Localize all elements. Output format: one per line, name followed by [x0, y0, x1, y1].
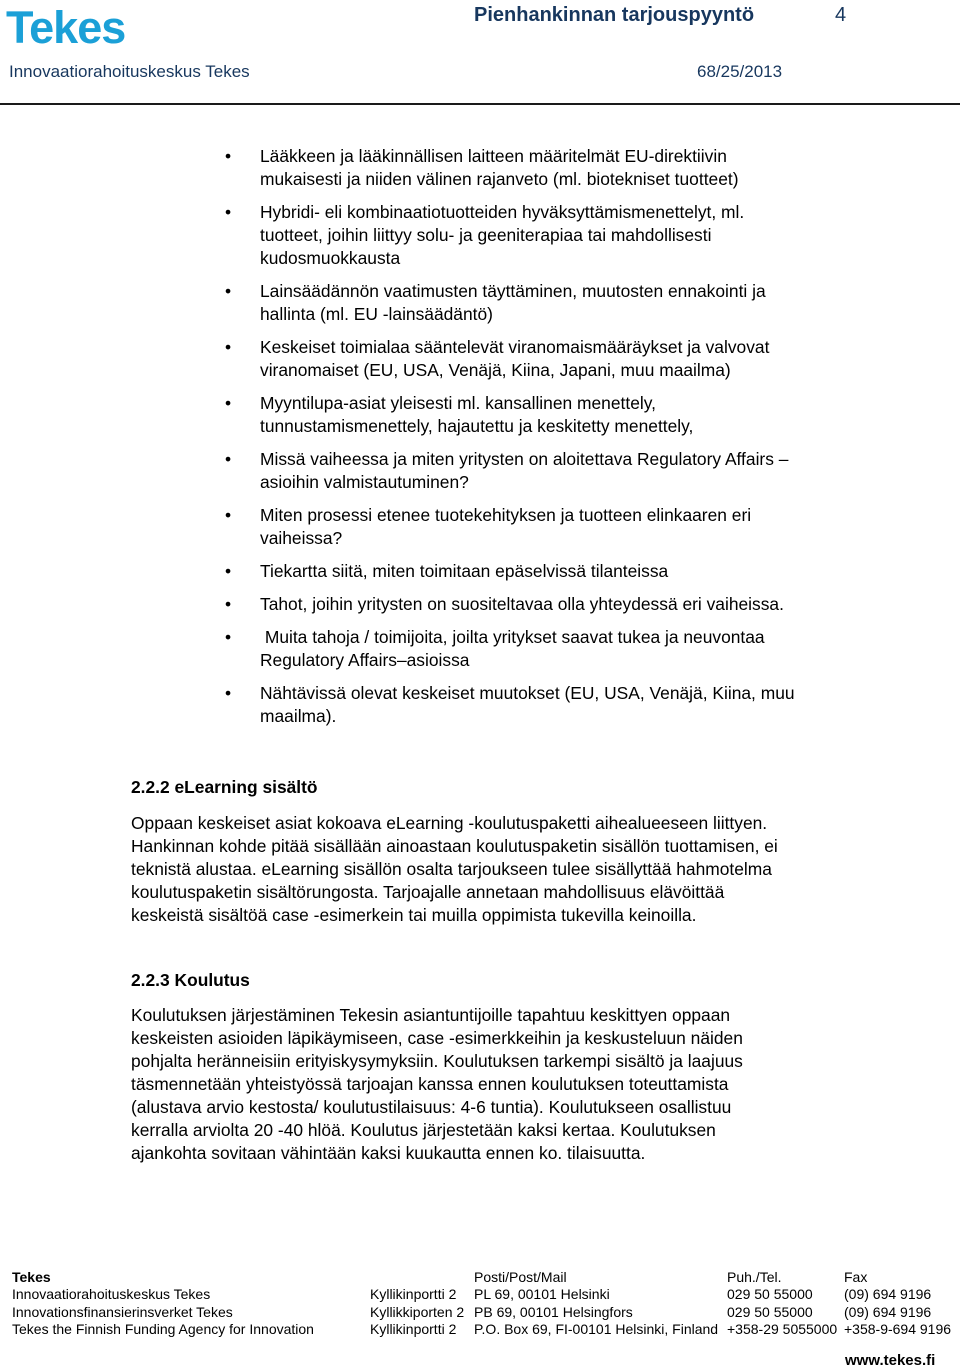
bullet-text-line: kudosmuokkausta	[260, 248, 401, 268]
bullet-icon: •	[225, 683, 232, 703]
paragraph-line: Oppaan keskeiset asiat kokoava eLearning -koulutuspaketti aihealueeseen liittyen.	[131, 813, 768, 833]
footer-postal: PL 69, 00101 Helsinki	[474, 1286, 610, 1303]
bullet-item	[225, 626, 865, 672]
bullet-text-line: Regulatory Affairs–asioissa	[260, 650, 470, 670]
footer-street: Kyllikkiporten 2	[370, 1303, 465, 1320]
bullet-icon: •	[225, 393, 232, 413]
logo-text: Tekes	[6, 6, 126, 50]
bullet-item	[225, 280, 865, 326]
website-link[interactable]: www.tekes.fi	[845, 1352, 936, 1369]
koulutus-paragraph	[131, 1004, 866, 1165]
bullet-item	[225, 504, 865, 550]
footer-phone: Puh./Tel.	[727, 1269, 782, 1285]
bullet-icon: •	[225, 594, 232, 614]
paragraph-line: ajankohta sovitaan vähintään kaksi kuukautta ennen ko. tilaisuutta.	[131, 1143, 646, 1163]
tekes-logo	[6, 6, 156, 50]
footer-org: Innovaatiorahoituskeskus Tekes	[12, 1286, 211, 1303]
bullet-text-line: tuotteet, joihin liittyy solu- ja geeniterapiaa tai mahdollisesti	[260, 225, 712, 245]
footer-org: Tekes the Finnish Funding Agency for Innovation	[12, 1321, 314, 1338]
footer-fax: +358-9-694 9196	[844, 1321, 952, 1338]
bullet-icon: •	[225, 627, 232, 647]
paragraph-line: Hankinnan kohde pitää sisällään ainoastaan koulutuspaketin sisällön tuottamisen, ei	[131, 836, 778, 856]
footer-fax: Fax	[844, 1269, 868, 1285]
bullet-text-line: viranomaiset (EU, USA, Venäjä, Kiina, Japani, muu maailma)	[260, 360, 731, 380]
paragraph-line: teknistä alustaa. eLearning sisällön osalta tarjoukseen tulee sisällyttää hahmotelma	[131, 859, 772, 879]
header-divider	[0, 103, 960, 105]
bullet-text-line: Tiekartta siitä, miten toimitaan epäselvissä tilanteissa	[260, 561, 669, 581]
bullet-text-line: hallinta (ml. EU -lainsäädäntö)	[260, 304, 493, 324]
bullet-item	[225, 201, 865, 270]
bullet-text-line: vaiheissa?	[260, 528, 343, 548]
bullet-icon: •	[225, 337, 232, 357]
bullet-text-line: asioihin valmistautuminen?	[260, 472, 469, 492]
bullet-item	[225, 392, 865, 438]
document-date: 68/25/2013	[697, 62, 783, 81]
footer-org: Tekes	[12, 1269, 51, 1285]
bullet-item	[225, 593, 865, 616]
paragraph-line: pohjalta heränneisiin erityiskysymyksiin. Koulutuksen tarkempi sisältö ja laajuus	[131, 1051, 743, 1071]
bullet-text-line: Miten prosessi etenee tuotekehityksen ja tuotteen elinkaaren eri	[260, 505, 752, 525]
topic-bullet-list	[225, 145, 865, 738]
paragraph-line: keskeisten asioiden läpikäymiseen, case -esimerkkeihin ja keskusteluun näiden	[131, 1028, 743, 1048]
document-title: Pienhankinnan tarjouspyyntö	[474, 4, 755, 26]
page-number: 4	[835, 4, 847, 26]
footer-fax: (09) 694 9196	[844, 1286, 932, 1303]
footer-phone: +358-29 5055000	[727, 1321, 838, 1338]
footer-phone: 029 50 55000	[727, 1303, 813, 1320]
bullet-text-line: Hybridi- eli kombinaatiotuotteiden hyväksyttämismenettelyt, ml.	[260, 202, 745, 222]
paragraph-line: keskeistä sisältöä case -esimerkein tai muilla oppimista tukevilla keinoilla.	[131, 905, 697, 925]
footer-postal: Posti/Post/Mail	[474, 1269, 567, 1285]
bullet-text-line: Myyntilupa-asiat yleisesti ml. kansallinen menettely,	[260, 393, 656, 413]
footer-street: Kyllikinportti 2	[370, 1321, 457, 1338]
bullet-text-line: maailma).	[260, 706, 337, 726]
bullet-text-line: Keskeiset toimialaa sääntelevät viranomaismääräykset ja valvovat	[260, 337, 770, 357]
bullet-icon: •	[225, 449, 232, 469]
paragraph-line: kerralla arviolta 20 -40 hlöä. Koulutus järjestetään kaksi kertaa. Koulutuksen	[131, 1120, 716, 1140]
elearning-paragraph	[131, 812, 866, 927]
paragraph-line: (alustava arvio kestosta/ koulutustilaisuus: 4-6 tuntia). Koulutukseen osallistuu	[131, 1097, 732, 1117]
paragraph-line: täsmennetään yhteistyössä tarjoajan kanssa ennen koulutuksen toteuttamista	[131, 1074, 729, 1094]
organization-name: Innovaatiorahoituskeskus Tekes	[9, 62, 250, 81]
footer-fax: (09) 694 9196	[844, 1303, 932, 1320]
paragraph-line: koulutuspaketin sisältörungosta. Tarjoajalle annetaan mahdollisuus elävöittää	[131, 882, 725, 902]
section-heading-koulutus: 2.2.3 Koulutus	[131, 970, 250, 990]
bullet-item	[225, 682, 865, 728]
bullet-text-line: Nähtävissä olevat keskeiset muutokset (EU, USA, Venäjä, Kiina, muu	[260, 683, 795, 703]
bullet-text-line: Missä vaiheessa ja miten yritysten on aloitettava Regulatory Affairs –	[260, 449, 789, 469]
bullet-text-line: Lääkkeen ja lääkinnällisen laitteen määritelmät EU-direktiivin	[260, 146, 727, 166]
footer-org: Innovationsfinansierinsverket Tekes	[12, 1303, 233, 1320]
footer-street: Kyllikinportti 2	[370, 1286, 457, 1303]
bullet-text-line: Tahot, joihin yritysten on suositeltavaa olla yhteydessä eri vaiheissa.	[260, 594, 784, 614]
bullet-text-line: mukaisesti ja niiden välinen rajanveto (ml. biotekniset tuotteet)	[260, 169, 739, 189]
bullet-item	[225, 560, 865, 583]
section-heading-elearning: 2.2.2 eLearning sisältö	[131, 777, 318, 797]
paragraph-line: Koulutuksen järjestäminen Tekesin asiantuntijoille tapahtuu keskittyen oppaan	[131, 1005, 731, 1025]
bullet-icon: •	[225, 281, 232, 301]
footer-postal: P.O. Box 69, FI-00101 Helsinki, Finland	[474, 1321, 719, 1338]
bullet-icon: •	[225, 202, 232, 222]
footer-postal: PB 69, 00101 Helsingfors	[474, 1303, 633, 1320]
footer-phone: 029 50 55000	[727, 1286, 813, 1303]
bullet-icon: •	[225, 561, 232, 581]
bullet-icon: •	[225, 146, 232, 166]
bullet-item	[225, 336, 865, 382]
bullet-item	[225, 145, 865, 191]
bullet-text-line: Lainsäädännön vaatimusten täyttäminen, muutosten ennakointi ja	[260, 281, 766, 301]
bullet-text-line: Muita tahoja / toimijoita, joilta yritykset saavat tukea ja neuvontaa	[260, 627, 765, 647]
bullet-icon: •	[225, 505, 232, 525]
bullet-item	[225, 448, 865, 494]
bullet-text-line: tunnustamismenettely, hajautettu ja keskitetty menettely,	[260, 416, 694, 436]
